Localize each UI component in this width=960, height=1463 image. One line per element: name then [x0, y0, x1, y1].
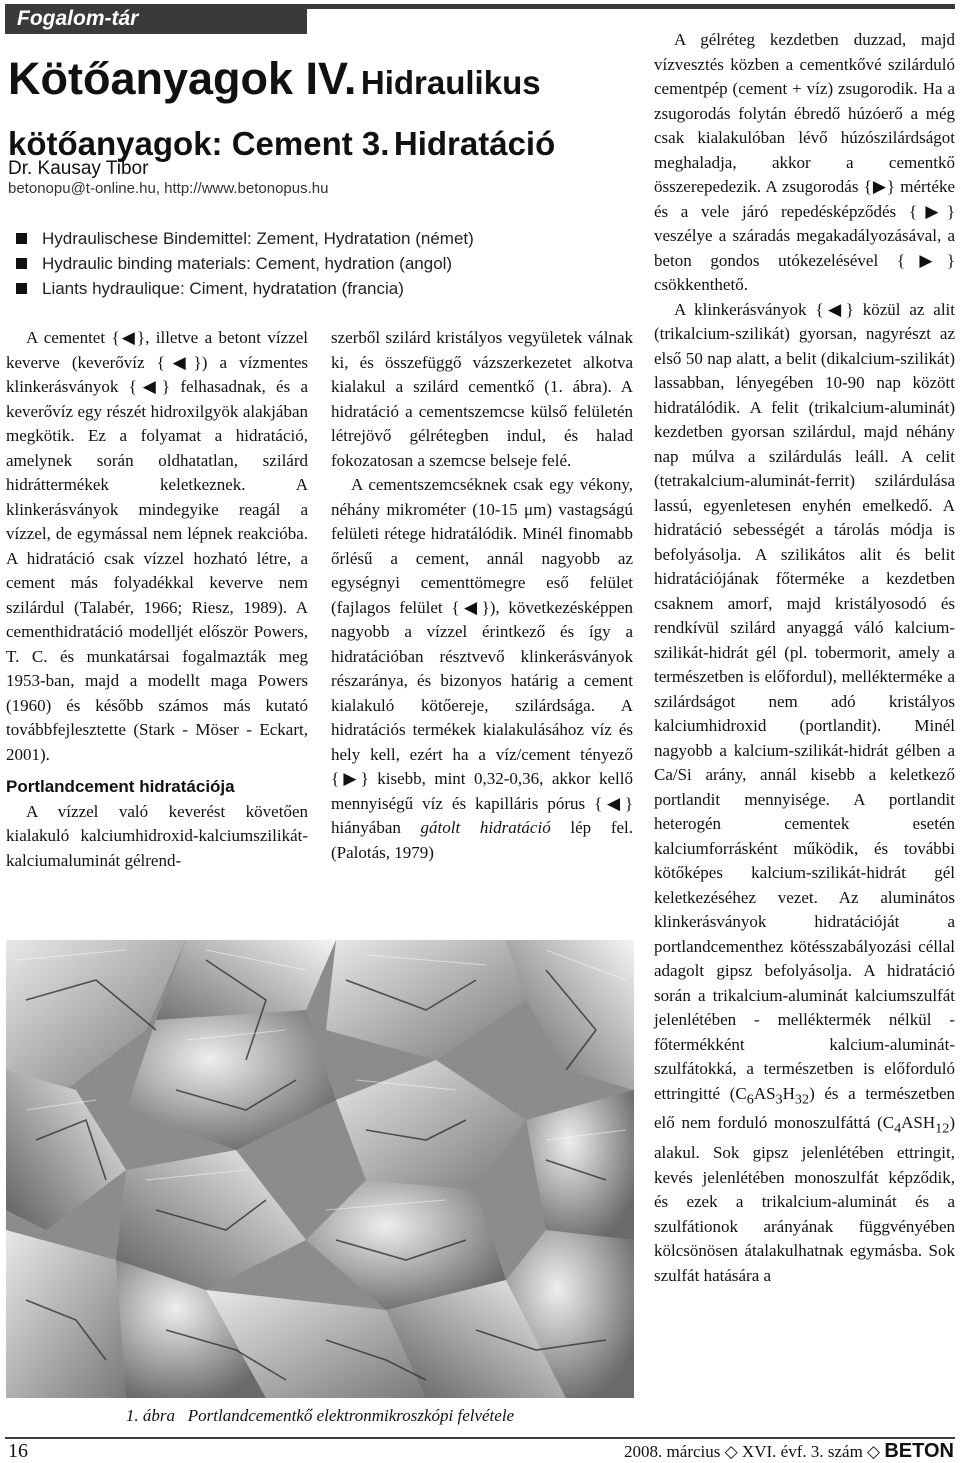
sem-micrograph — [6, 940, 634, 1398]
paragraph — [331, 473, 633, 865]
text-run: ) alakul. Sok gipsz jelenlétében ettringit, kevés jelenlétében monoszulfát képződik, és ezek a trikalcium-aluminát és a szulfátionok arányának függvényében kölcsönösen átalakulhatnak egymásba. Sok szulfát hatására a — [654, 1113, 955, 1285]
paragraph: szerből szilárd kristályos vegyületek válnak ki, és összefüggő vázszerkezetet alkotva kialakul a szilárd cementkő (1. ábra). A hidratáció a cementszemcse külső felületén létrejövő gélrétegben indul, és halad fokozatosan a szemcse belseje felé. — [331, 328, 633, 470]
text-run: H — [782, 1083, 795, 1103]
title-main: Kötőanyagok IV. — [8, 53, 357, 104]
language-item: Hydraulischese Bindemittel: Zement, Hydratation (német) — [16, 226, 474, 251]
paragraph: A cementet {◀}, illetve a betont vízzel keverve (keverővíz {◀}) a vízmentes klinkerásványok {◀} felhasadnak, és a keverővíz egy részét hidroxilgyök alakjában megkötik. Ez a folyamat a hidratáció, amelynek során oldhatatlan, szilárd hidráttermékek keletkeznek. A klinkerásványok mindegyike reagál a vízzel, de egymással nem lépnek reakcióba. A hidratáció csak vízzel hozható létre, a cement más folyadékkal keverve nem szilárdul (Talabér, 1966; Riesz, 1989). A cementhidratáció modelljét először Powers, T. C. és munkatársai fogalmazták meg 1953-ban, majd a modellt maga Powers (1960) és később számos más kutató továbbfejlesztette (Stark - Möser - Eckart, 2001). — [6, 328, 308, 764]
text-run: AS — [753, 1083, 776, 1103]
subscript: 3 — [775, 1090, 783, 1107]
footer-rule — [5, 1437, 955, 1439]
subscript: 6 — [746, 1090, 754, 1107]
page-number: 16 — [8, 1440, 28, 1462]
figure-caption — [0, 1406, 640, 1426]
subscript: 32 — [794, 1090, 810, 1107]
caption-text: Portlandcementkő elektronmikroszkópi felvétele — [187, 1406, 515, 1425]
author-email[interactable]: betonopu@t-online.hu, http://www.betonopus.hu — [8, 180, 329, 197]
title-line2a: kötőanyagok: Cement 3. — [8, 125, 390, 162]
micrograph-image — [6, 940, 634, 1398]
issue-info: 2008. március ◇ XVI. évf. 3. szám ◇ — [624, 1442, 881, 1461]
subscript: 4 — [894, 1120, 902, 1137]
magazine-name: BETON — [884, 1440, 954, 1462]
paragraph: A vízzel való keverést követően kialakuló kalciumhidroxid-kalciumszilikát-kalciumaluminát gélrend- — [6, 801, 308, 870]
text-run: ) és a természetben elő nem forduló monoszulfáttá (C — [654, 1083, 956, 1133]
column-1 — [6, 326, 308, 873]
text-run: lép fel. (Palotás, 1979) — [331, 818, 633, 862]
author: Dr. Kausay Tibor — [8, 158, 149, 179]
language-item: Hydraulic binding materials: Cement, hydration (angol) — [16, 251, 474, 276]
column-2 — [331, 326, 633, 865]
title-sub: Hidraulikus — [360, 64, 541, 101]
paragraph: A gélréteg kezdetben duzzad, majd vízvesztés közben a cementkővé szilárduló cementpép (cement + víz) zsugorodik. Ha a zsugorodás folytán ébredő húzóerő a még csak kialakulóban lévő húzószilárdságot meghaladja, akkor a cementkő összerepedezik. A zsugorodás {▶} mértéke és a vele járó repedésképződés {▶} veszélye a száradás megakadályozásával, a beton gondos utókezelésével {▶} csökkenthető. — [654, 30, 955, 294]
text-run: A cementszemcséknek csak egy vékony, néhány mikrométer (10-15 μm) vastagságú felületi rétege hidratálódik. Minél finomabb őrlésű a cement, annál nagyobb az egységnyi cementtömegre eső felület (fajlagos felület {◀}), következésképpen nagyobb a vízzel érintkező és így a hidratációban résztvevő klinkerásványok részaránya, és bizonyos határig a cement kialakuló kötőereje, szilárdsága. A hidratációs termékek kialakulásához víz és hely kell, ezért ha a víz/cement tényező {▶} kisebb, mint 0,32-0,36, akkor kellő mennyiségű víz és kapilláris pórus {◀} hiányában — [331, 475, 633, 837]
emphasis: gátolt hidratáció — [420, 818, 551, 837]
section-tag: Fogalom-tár — [5, 4, 307, 34]
language-list — [16, 226, 474, 301]
header-rule — [307, 4, 955, 9]
text-run: A klinkerásványok {◀} közül az alit (trikalcium-szilikát) gyorsan, nagyrészt az első 50 nap alatt, a belit (dikalcium-szilikát) lassabban, lényegében 10-90 nap között hidratálódik. A felit (trikalcium-aluminát) kezdetben gyorsan szilárdul, majd néhány nap múlva a szilárdulás leáll. A celit (tetrakalcium-aluminát-ferrit) szilárdulása lassú, egyenletesen enyhén emelkedő. A hidratáció sebességét a tárolás módja is befolyásolja. A szilikátos alit és belit hidratációjának főterméke a kezdetben csaknem amorf, majd kristályosodó és rendkívül szilárd anyaggá váló kalcium-szilikát-hidrát gél (pl. tobermorit, amely a természetben is előfordul), mellékterméke a szilárdságot nem adó kristályos kalciumhidroxid (portlandit). Minél nagyobb a kalcium-szilikát-hidrát gélben a Ca/Si arány, annál kisebb a keletkező portlandit mennyisége. A portlandit heterogén cementek esetén kalciumforrásként működik, és további kötőképes kalcium-szilikát-hidrát gél keletkezéséhez vezet. Az aluminátos klinkerásványok hidratációját a portlandcementhez kötésszabályozási céllal adagolt gipsz befolyásolja. A hidratáció során a trikalcium-aluminát kalciumszulfát jelenlétében - melléktermék nélkül - főtermékként kalcium-aluminát-szulfátokká, a természetben is előforduló ettringitté (C — [654, 299, 955, 1103]
column-3 — [654, 28, 955, 1288]
section-heading: Portlandcement hidratációja — [6, 777, 235, 796]
paragraph — [654, 298, 955, 1289]
title-line2b: Hidratáció — [393, 125, 556, 162]
footer-issue — [624, 1440, 954, 1463]
subscript: 12 — [935, 1120, 950, 1137]
language-item: Liants hydraulique: Ciment, hydratation (francia) — [16, 276, 474, 301]
caption-number: 1. ábra — [125, 1406, 175, 1425]
text-run: ASH — [901, 1113, 936, 1133]
